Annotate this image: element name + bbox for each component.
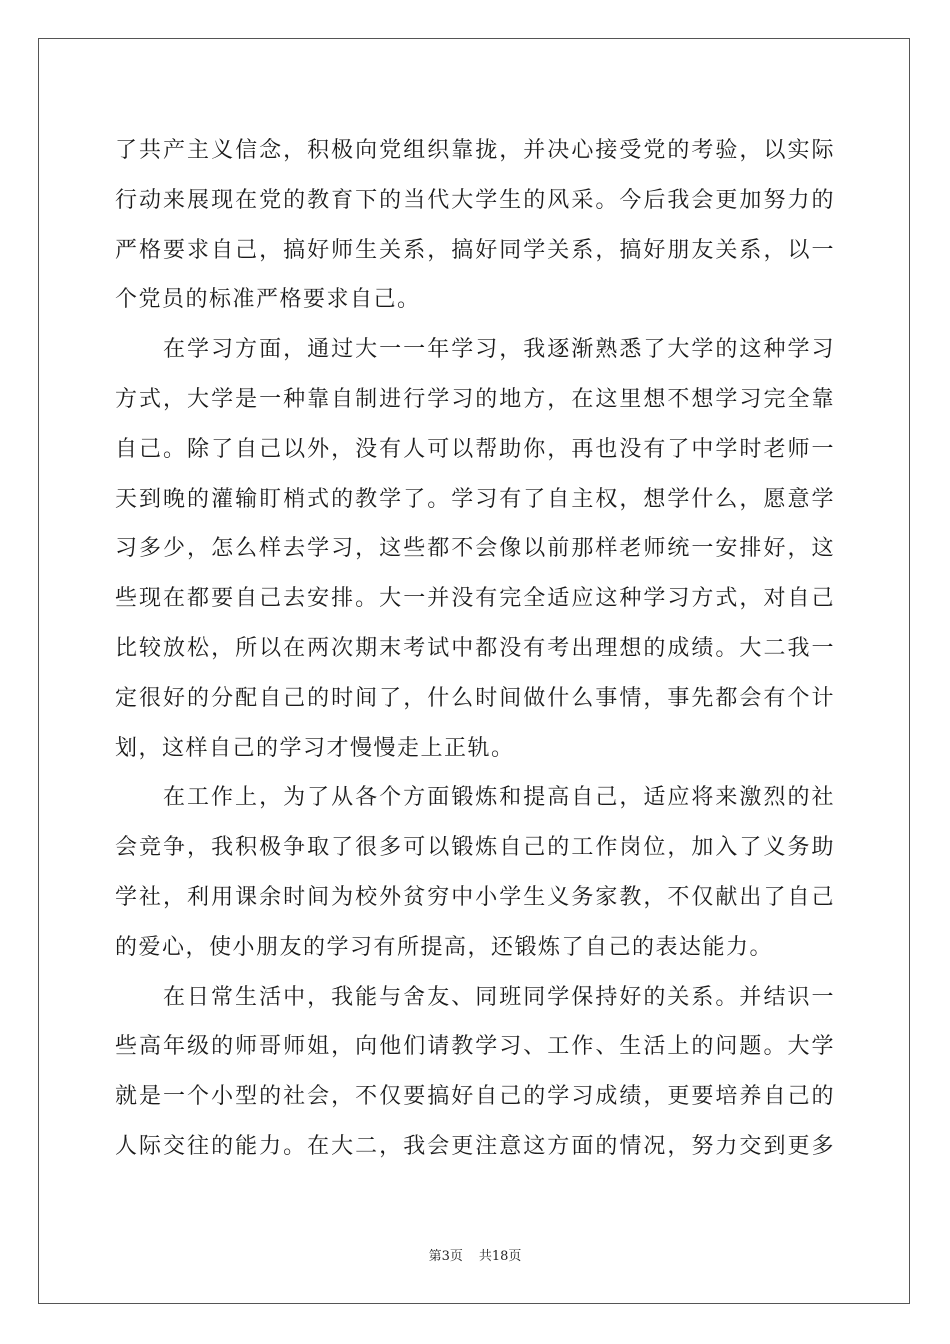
page-footer: [0, 1245, 950, 1264]
text-line: 学社，利用课余时间为校外贫穷中小学生义务家教，不仅献出了自己: [115, 884, 835, 910]
text-line: 行动来展现在党的教育下的当代大学生的风采。今后我会更加努力的: [115, 187, 835, 213]
paragraph-first-line: 在工作上，为了从各个方面锻炼和提高自己，适应将来激烈的社: [163, 785, 835, 811]
text-line: 严格要求自己，搞好师生关系，搞好同学关系，搞好朋友关系，以一: [115, 237, 835, 263]
page-number: 第3页: [428, 1249, 463, 1264]
text-line: 习多少，怎么样去学习，这些都不会像以前那样老师统一安排好，这: [115, 536, 835, 562]
paragraph-first-line: 在日常生活中，我能与舍友、同班同学保持好的关系。并结识一: [163, 984, 835, 1010]
document-body: [115, 126, 835, 1172]
text-line: 些高年级的师哥师姐，向他们请教学习、工作、生活上的问题。大学: [115, 1034, 835, 1060]
text-line: 定很好的分配自己的时间了，什么时间做什么事情，事先都会有个计: [115, 685, 835, 711]
text-line: 的爱心，使小朋友的学习有所提高，还锻炼了自己的表达能力。: [115, 934, 774, 960]
text-line: 会竞争，我积极争取了很多可以锻炼自己的工作岗位，加入了义务助: [115, 835, 835, 861]
text-line: 些现在都要自己去安排。大一并没有完全适应这种学习方式，对自己: [115, 586, 835, 612]
text-line: 天到晚的灌输盯梢式的教学了。学习有了自主权，想学什么，愿意学: [115, 486, 835, 512]
text-line: 了共产主义信念，积极向党组织靠拢，并决心接受党的考验，以实际: [115, 138, 835, 163]
text-line: 自己。除了自己以外，没有人可以帮助你，再也没有了中学时老师一: [115, 436, 835, 462]
text-line: 个党员的标准严格要求自己。: [115, 287, 421, 313]
paragraph-first-line: 在学习方面，通过大一一年学习，我逐渐熟悉了大学的这种学习: [163, 337, 835, 363]
text-line: 划，这样自己的学习才慢慢走上正轨。: [115, 735, 515, 761]
text-line: 就是一个小型的社会，不仅要搞好自己的学习成绩，更要培养自己的: [115, 1084, 835, 1110]
text-line: 方式，大学是一种靠自制进行学习的地方，在这里想不想学习完全靠: [115, 386, 835, 412]
page-total: 共18页: [478, 1249, 522, 1264]
text-line: 比较放松，所以在两次期末考试中都没有考出理想的成绩。大二我一: [115, 635, 835, 661]
text-line: 人际交往的能力。在大二，我会更注意这方面的情况，努力交到更多: [115, 1133, 835, 1159]
